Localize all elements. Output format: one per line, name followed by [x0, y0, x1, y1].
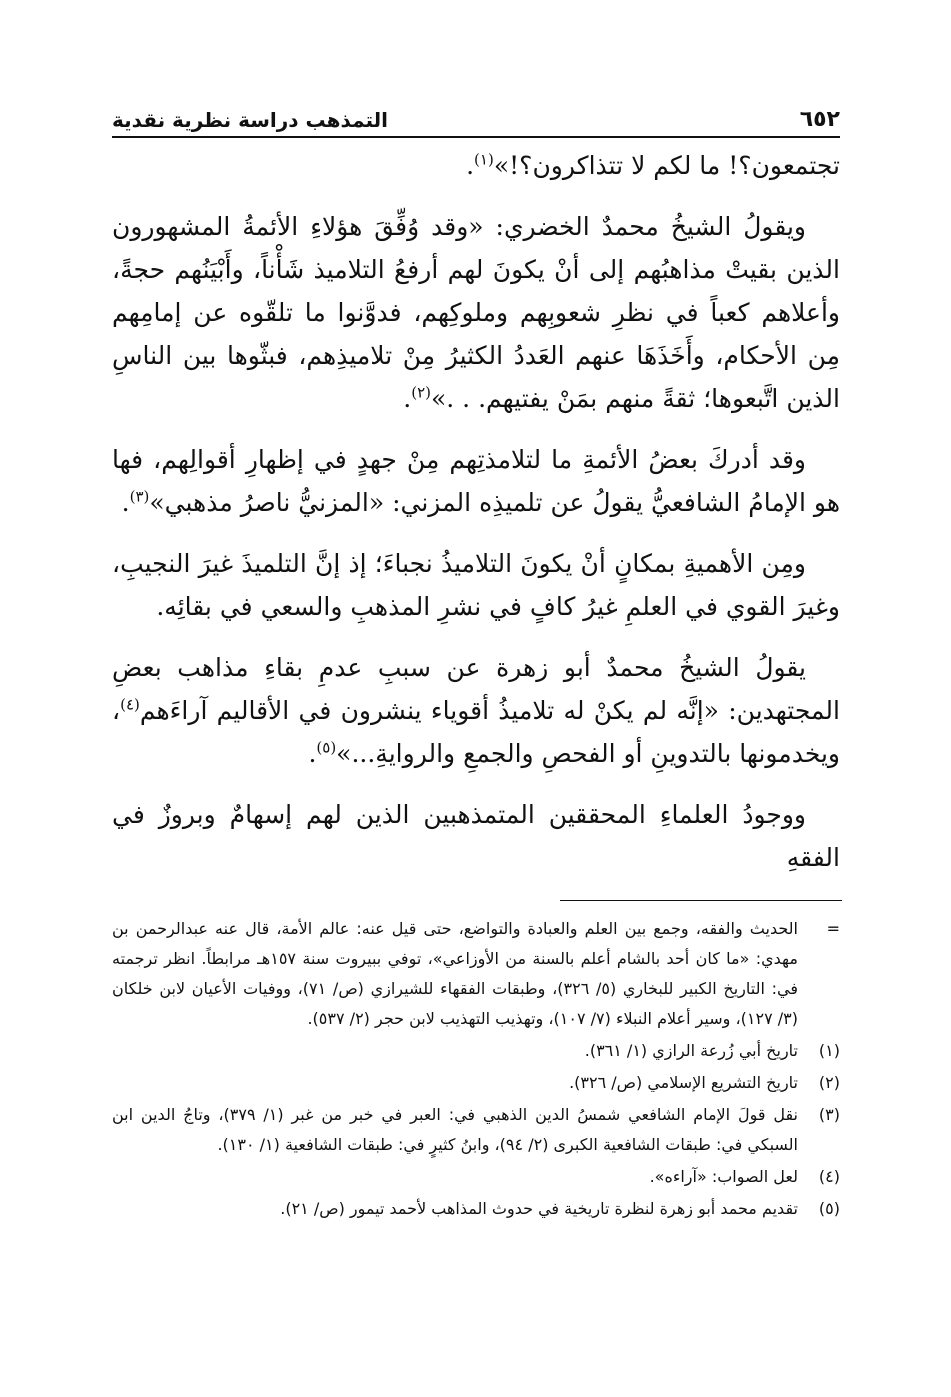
- footnote-marker: (١): [818, 1041, 840, 1060]
- footnote-marker: =: [826, 919, 840, 938]
- paragraph-text: ويقولُ الشيخُ محمدٌ الخضري: «وقد وُفِّقَ هؤلاءِ الأئمةُ المشهورون الذين بقيتْ مذاهبُهم إلى أنْ يكونَ لهم أرفعُ التلاميذ شَأْناً، وأَبْيَنُهم حجةً، وأعلاهم كعباً في نظرِ شعوبِهم وملوكِهم، فدوَّنوا ما تلقّوه عن إمامِهم مِن الأحكام، وأَخَذَهَا عنهم العَددُ الكثيرُ مِنْ تلاميذِهم، فبثّوها بين الناسِ الذين اتَّبعوها؛ ثقةً منهم بمَنْ يفتيهم. . .»: [112, 212, 840, 413]
- paragraph: [112, 793, 840, 879]
- footnote-reference: (٣): [129, 487, 150, 506]
- footnote-text: نقل قولَ الإمام الشافعي شمسُ الدين الذهبي في: العبر في خبر من غبر (١/ ٣٧٩)، وتاجُ الدين ابن السبكي في: طبقات الشافعية الكبرى (٢/ ٩٤)، وابنُ كثيرٍ في: طبقات الشافعية (١/ ١٣٠).: [112, 1105, 799, 1154]
- footnote-text: تقديم محمد أبو زهرة لنظرة تاريخية في حدوث المذاهب لأحمد تيمور (ص/ ٢١).: [280, 1199, 798, 1218]
- paragraph-tail: .: [466, 151, 475, 180]
- paragraph-text: ومِن الأهميةِ بمكانٍ أنْ يكونَ التلاميذُ نجباءَ؛ إذ إنَّ التلميذَ غيرَ النجيبِ، وغيرَ القوي في العلمِ غيرُ كافٍ في نشرِ المذهبِ والسعي في بقائِه.: [112, 549, 840, 621]
- paragraph: [112, 542, 840, 628]
- footnote-text: الحديث والفقه، وجمع بين العلم والعبادة والتواضع، حتى قيل عنه: عالم الأمة، قال عنه عبدالرحمن بن مهدي: «ما كان أحد بالشام أعلم بالسنة من الأوزاعي»، توفي ببيروت سنة ١٥٧هـ مرابطاً. انظر ترجمته في: التاريخ الكبير للبخاري (٥/ ٣٢٦)، وطبقات الفقهاء للشيرازي (ص/ ٧١)، ووفيات الأعيان لابن خلكان (٣/ ١٢٧)، وسير أعلام النبلاء (٧/ ١٠٧)، وتهذيب التهذيب لابن حجر (٢/ ٥٣٧).: [112, 919, 799, 1028]
- main-text: [112, 144, 840, 897]
- paragraph-tail: .: [403, 384, 412, 413]
- footnote-reference: (٥): [316, 738, 337, 757]
- paragraph-text: ووجودُ العلماءِ المحققين المتمذهبين الذين لهم إسهامٌ وبروزٌ في الفقهِ: [112, 800, 840, 872]
- footnote-text: لعل الصواب: «آراءه».: [649, 1167, 798, 1186]
- paragraph-tail: ، ويخدمونها بالتدوينِ أو الفحصِ والجمعِ والروايةِ...»: [112, 696, 840, 768]
- paragraph-tail: .: [121, 488, 130, 517]
- footnote-reference: (٤): [120, 695, 140, 714]
- footnote-marker: (٤): [818, 1167, 840, 1186]
- footnote: [112, 1100, 840, 1160]
- page-header: [112, 96, 840, 138]
- footnote: [112, 914, 840, 1034]
- page-number: ٦٥٢: [799, 107, 840, 132]
- paragraph: [112, 144, 840, 187]
- footnote-text: تاريخ التشريع الإسلامي (ص/ ٣٢٦).: [569, 1073, 798, 1092]
- footnote-reference: (١): [474, 150, 494, 169]
- paragraph-tail: .: [308, 739, 317, 768]
- running-title: التمذهب دراسة نظرية نقدية: [112, 108, 389, 132]
- footnote: [112, 1036, 840, 1066]
- paragraph: [112, 646, 840, 775]
- footnote-marker: (٢): [818, 1073, 840, 1092]
- footnote-reference: (٢): [411, 383, 431, 402]
- paragraph-text: تجتمعون؟! ما لكم لا تتذاكرون؟!»: [493, 151, 840, 180]
- footnote-separator: [560, 900, 842, 901]
- footnote: [112, 1068, 840, 1098]
- footnote: [112, 1162, 840, 1192]
- footnote-text: تاريخ أبي زُرعة الرازي (١/ ٣٦١).: [584, 1041, 798, 1060]
- paragraph-text: يقولُ الشيخُ محمدٌ أبو زهرة عن سببِ عدمِ بقاءِ مذاهب بعضِ المجتهدين: «إنَّه لم يكنْ له تلاميذُ أقوياء ينشرون في الأقاليم آراءَهم: [112, 653, 840, 725]
- footnote: [112, 1194, 840, 1224]
- paragraph: [112, 205, 840, 420]
- paragraph-text: وقد أدركَ بعضُ الأئمةِ ما لتلامذتِهم مِنْ جهدٍ في إظهارِ أقوالِهم، فها هو الإمامُ الشافعيُّ يقولُ عن تلميذِه المزني: «المزنيُّ ناصرُ مذهبي»: [112, 445, 840, 517]
- paragraph: [112, 438, 840, 524]
- footnotes: [112, 914, 840, 1226]
- footnote-marker: (٣): [818, 1105, 840, 1124]
- footnote-marker: (٥): [818, 1199, 840, 1218]
